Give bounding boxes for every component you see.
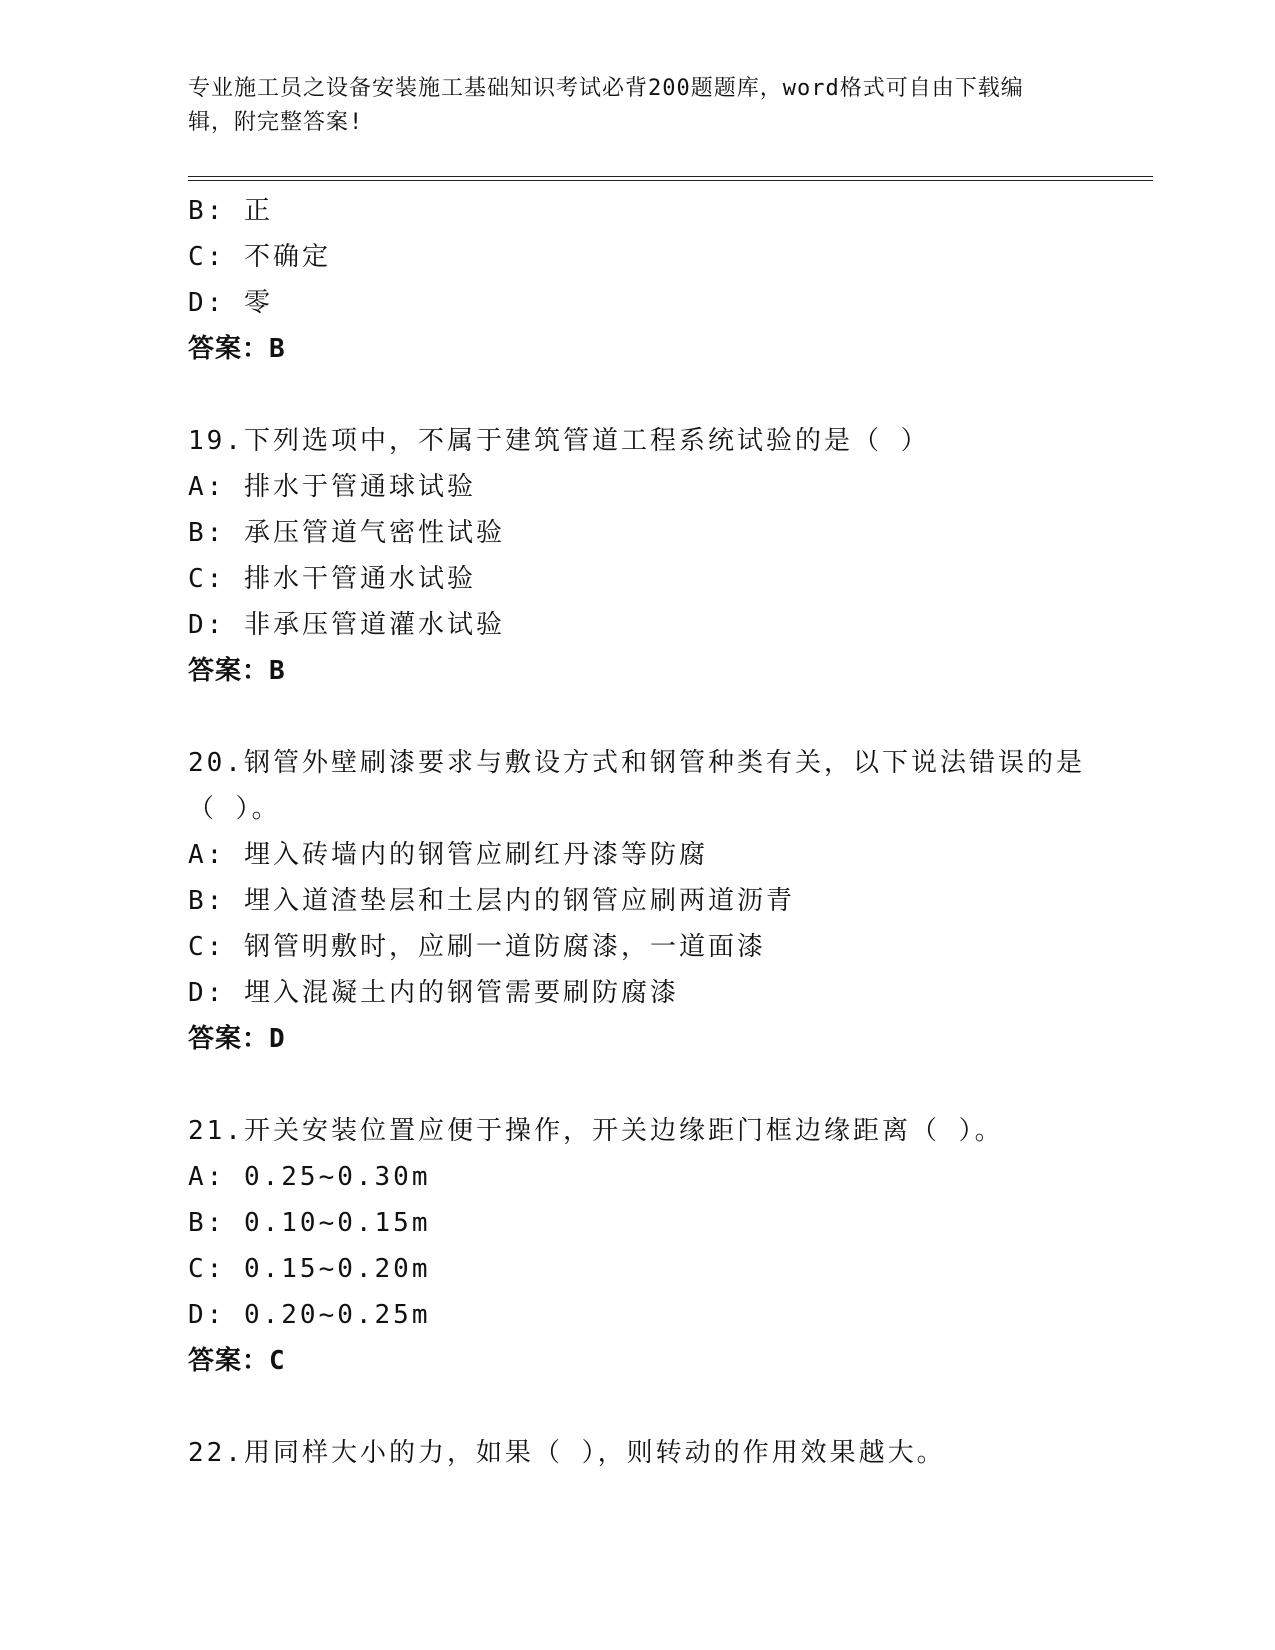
header-rule-top	[188, 176, 1153, 177]
option-c: C: 0.15~0.20m	[188, 1254, 431, 1284]
option-c: C: 排水干管通水试验	[188, 564, 476, 594]
header-title: 专业施工员之设备安装施工基础知识考试必背200题题库，word格式可自由下载编辑，附完整答案!	[188, 76, 1024, 135]
question-20	[188, 740, 1088, 1062]
answer: 答案：B	[188, 334, 286, 364]
option-a: A: 0.25~0.30m	[188, 1162, 431, 1192]
option-c: C: 不确定	[188, 242, 331, 272]
option-d: D: 零	[188, 288, 273, 318]
header-rule-bottom	[188, 180, 1153, 181]
option-a: A: 排水于管通球试验	[188, 472, 476, 502]
option-d: D: 埋入混凝土内的钢管需要刷防腐漆	[188, 978, 679, 1008]
option-b: B: 承压管道气密性试验	[188, 518, 505, 548]
question-text: 22.用同样大小的力，如果（ ），则转动的作用效果越大。	[188, 1438, 946, 1468]
answer: 答案：C	[188, 1346, 286, 1376]
question-19	[188, 418, 1088, 694]
question-18-continuation	[188, 188, 1088, 372]
option-a: A: 埋入砖墙内的钢管应刷红丹漆等防腐	[188, 840, 708, 870]
option-c: C: 钢管明敷时，应刷一道防腐漆，一道面漆	[188, 932, 766, 962]
option-b: B: 正	[188, 196, 273, 226]
question-text: 19.下列选项中，不属于建筑管道工程系统试验的是（ ）	[188, 426, 930, 456]
answer: 答案：B	[188, 656, 286, 686]
option-d: D: 非承压管道灌水试验	[188, 610, 505, 640]
question-22	[188, 1430, 1088, 1476]
question-text-continued: （ ）。	[188, 794, 281, 824]
option-b: B: 0.10~0.15m	[188, 1208, 431, 1238]
answer: 答案：D	[188, 1024, 286, 1054]
question-21	[188, 1108, 1088, 1384]
option-d: D: 0.20~0.25m	[188, 1300, 431, 1330]
question-text: 20.钢管外壁刷漆要求与敷设方式和钢管种类有关，以下说法错误的是	[188, 748, 1085, 778]
document-body	[188, 188, 1088, 1476]
option-b: B: 埋入道渣垫层和土层内的钢管应刷两道沥青	[188, 886, 795, 916]
document-header	[188, 72, 1068, 140]
question-text: 21.开关安装位置应便于操作，开关边缘距门框边缘距离（ ）。	[188, 1116, 1004, 1146]
